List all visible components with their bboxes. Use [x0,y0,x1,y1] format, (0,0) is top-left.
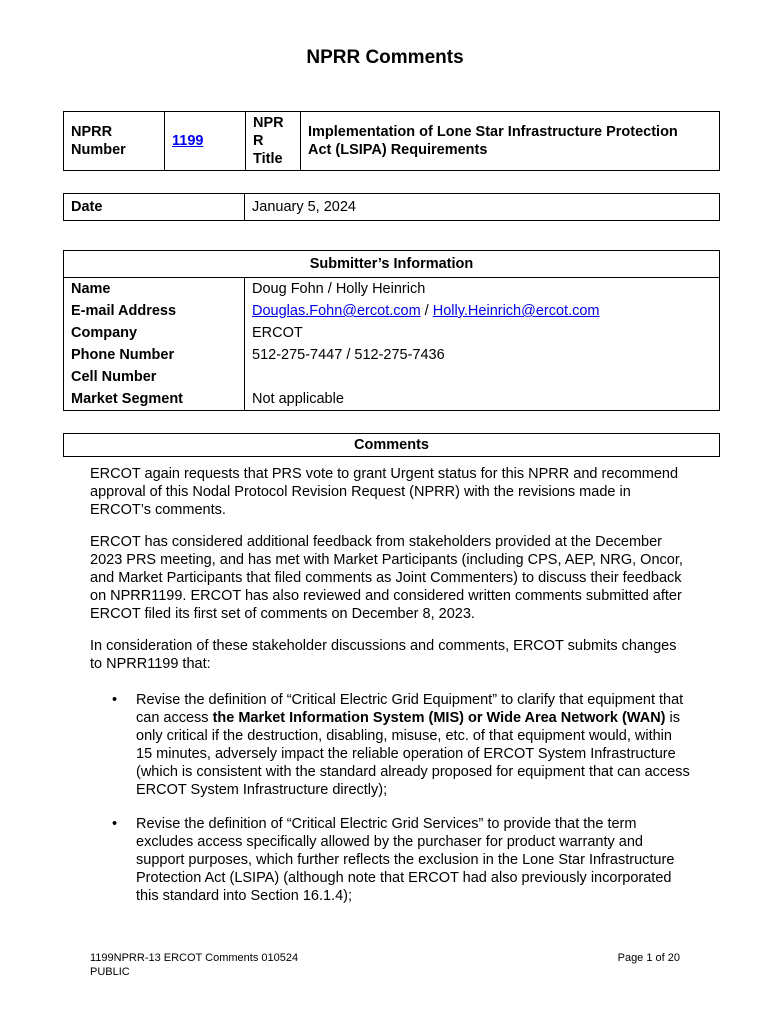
name-label: Name [64,278,245,301]
nprr-title-value [301,112,720,171]
comments-header: Comments [64,434,720,457]
bullet-icon: • [112,692,118,708]
bullet-1-text-post: is only critical if the destruction, disabling, misuse, etc. of that equipment would, within 15 minutes, adversely impact the reliable operation of ERCOT System Infrastructure (which is consistent with the standard already proposed for equipment that can access ERCOT System Infrastructure directly); [136,710,690,798]
nprr-number-label [64,112,165,171]
nprr-info-table [63,111,720,171]
bullet-1-text-bold: the Market Information System (MIS) or Wide Area Network (WAN) [212,710,666,726]
email-label: E-mail Address [64,300,245,322]
segment-label: Market Segment [64,388,245,411]
name-value: Doug Fohn / Holly Heinrich [245,278,720,301]
submitter-header: Submitter’s Information [64,251,720,278]
nprr-number-cell [165,112,246,171]
nprr-title-line1: Implementation of Lone Star Infrastructure Protection [308,124,678,140]
company-label: Company [64,322,245,344]
bullet-item-1 [90,691,690,799]
page-footer [90,951,680,979]
comment-paragraph-3: In consideration of these stakeholder discussions and comments, ERCOT submits changes to NPRR1199 that: [90,638,677,672]
bullet-item-2 [90,815,690,905]
footer-classification: PUBLIC [90,966,130,978]
email-separator: / [420,303,433,319]
cell-value [245,366,720,388]
nprr-title-label-line2: R [253,133,264,149]
date-table [63,193,720,221]
comments-body [90,465,690,919]
nprr-number-label-line2: Number [71,142,126,158]
bullet-1-text-pre: Revise the definition of “Critical Electric Grid Equipment” to clarify that equipment that can access [136,692,684,726]
company-value: ERCOT [245,322,720,344]
nprr-title-label-line3: Title [253,151,283,167]
page-title: NPRR Comments [306,47,464,68]
phone-label: Phone Number [64,344,245,366]
email-link-2[interactable]: Holly.Heinrich@ercot.com [432,303,600,319]
nprr-title-label [246,112,301,171]
comment-paragraph-2: ERCOT has considered additional feedback from stakeholders provided at the December 2023 PRS meeting, and has met with Market Participants (including CPS, AEP, NRG, Oncor, and Market Participants that filed comments as Joint Commenters) to discuss their feedback on NPRR1199. ERCOT has also reviewed and considered written comments submitted after ERCOT filed its first set of comments on December 8, 2023. [90,534,683,622]
footer-doc-id: 1199NPRR-13 ERCOT Comments 010524 [90,952,299,964]
nprr-title-line2: Act (LSIPA) Requirements [308,142,488,158]
comments-header-table [63,433,720,457]
date-value: January 5, 2024 [245,194,720,221]
email-link-1[interactable]: Douglas.Fohn@ercot.com [252,303,421,319]
comment-paragraph-1: ERCOT again requests that PRS vote to grant Urgent status for this NPRR and recommend approval of this Nodal Protocol Revision Request (NPRR) with the revisions made in ERCOT’s comments. [90,466,679,518]
bullet-icon: • [112,816,118,832]
phone-value: 512-275-7447 / 512-275-7436 [245,344,720,366]
email-value [245,300,720,322]
nprr-title-label-line1: NPR [253,115,284,131]
cell-label: Cell Number [64,366,245,388]
footer-page-number: Page 1 of 20 [617,952,680,964]
bullet-2-text: Revise the definition of “Critical Electric Grid Services” to provide that the term excludes access specifically allowed by the purchaser for product warranty and support purposes, which further reflects the exclusion in the Lone Star Infrastructure Protection Act (LSIPA) (although note that ERCOT had also previously incorporated this standard into Section 16.1.4); [136,816,675,904]
submitter-table [63,250,720,411]
nprr-number-link[interactable]: 1199 [172,133,204,149]
nprr-number-label-line1: NPRR [71,124,113,140]
segment-value: Not applicable [245,388,720,411]
date-label: Date [64,194,245,221]
